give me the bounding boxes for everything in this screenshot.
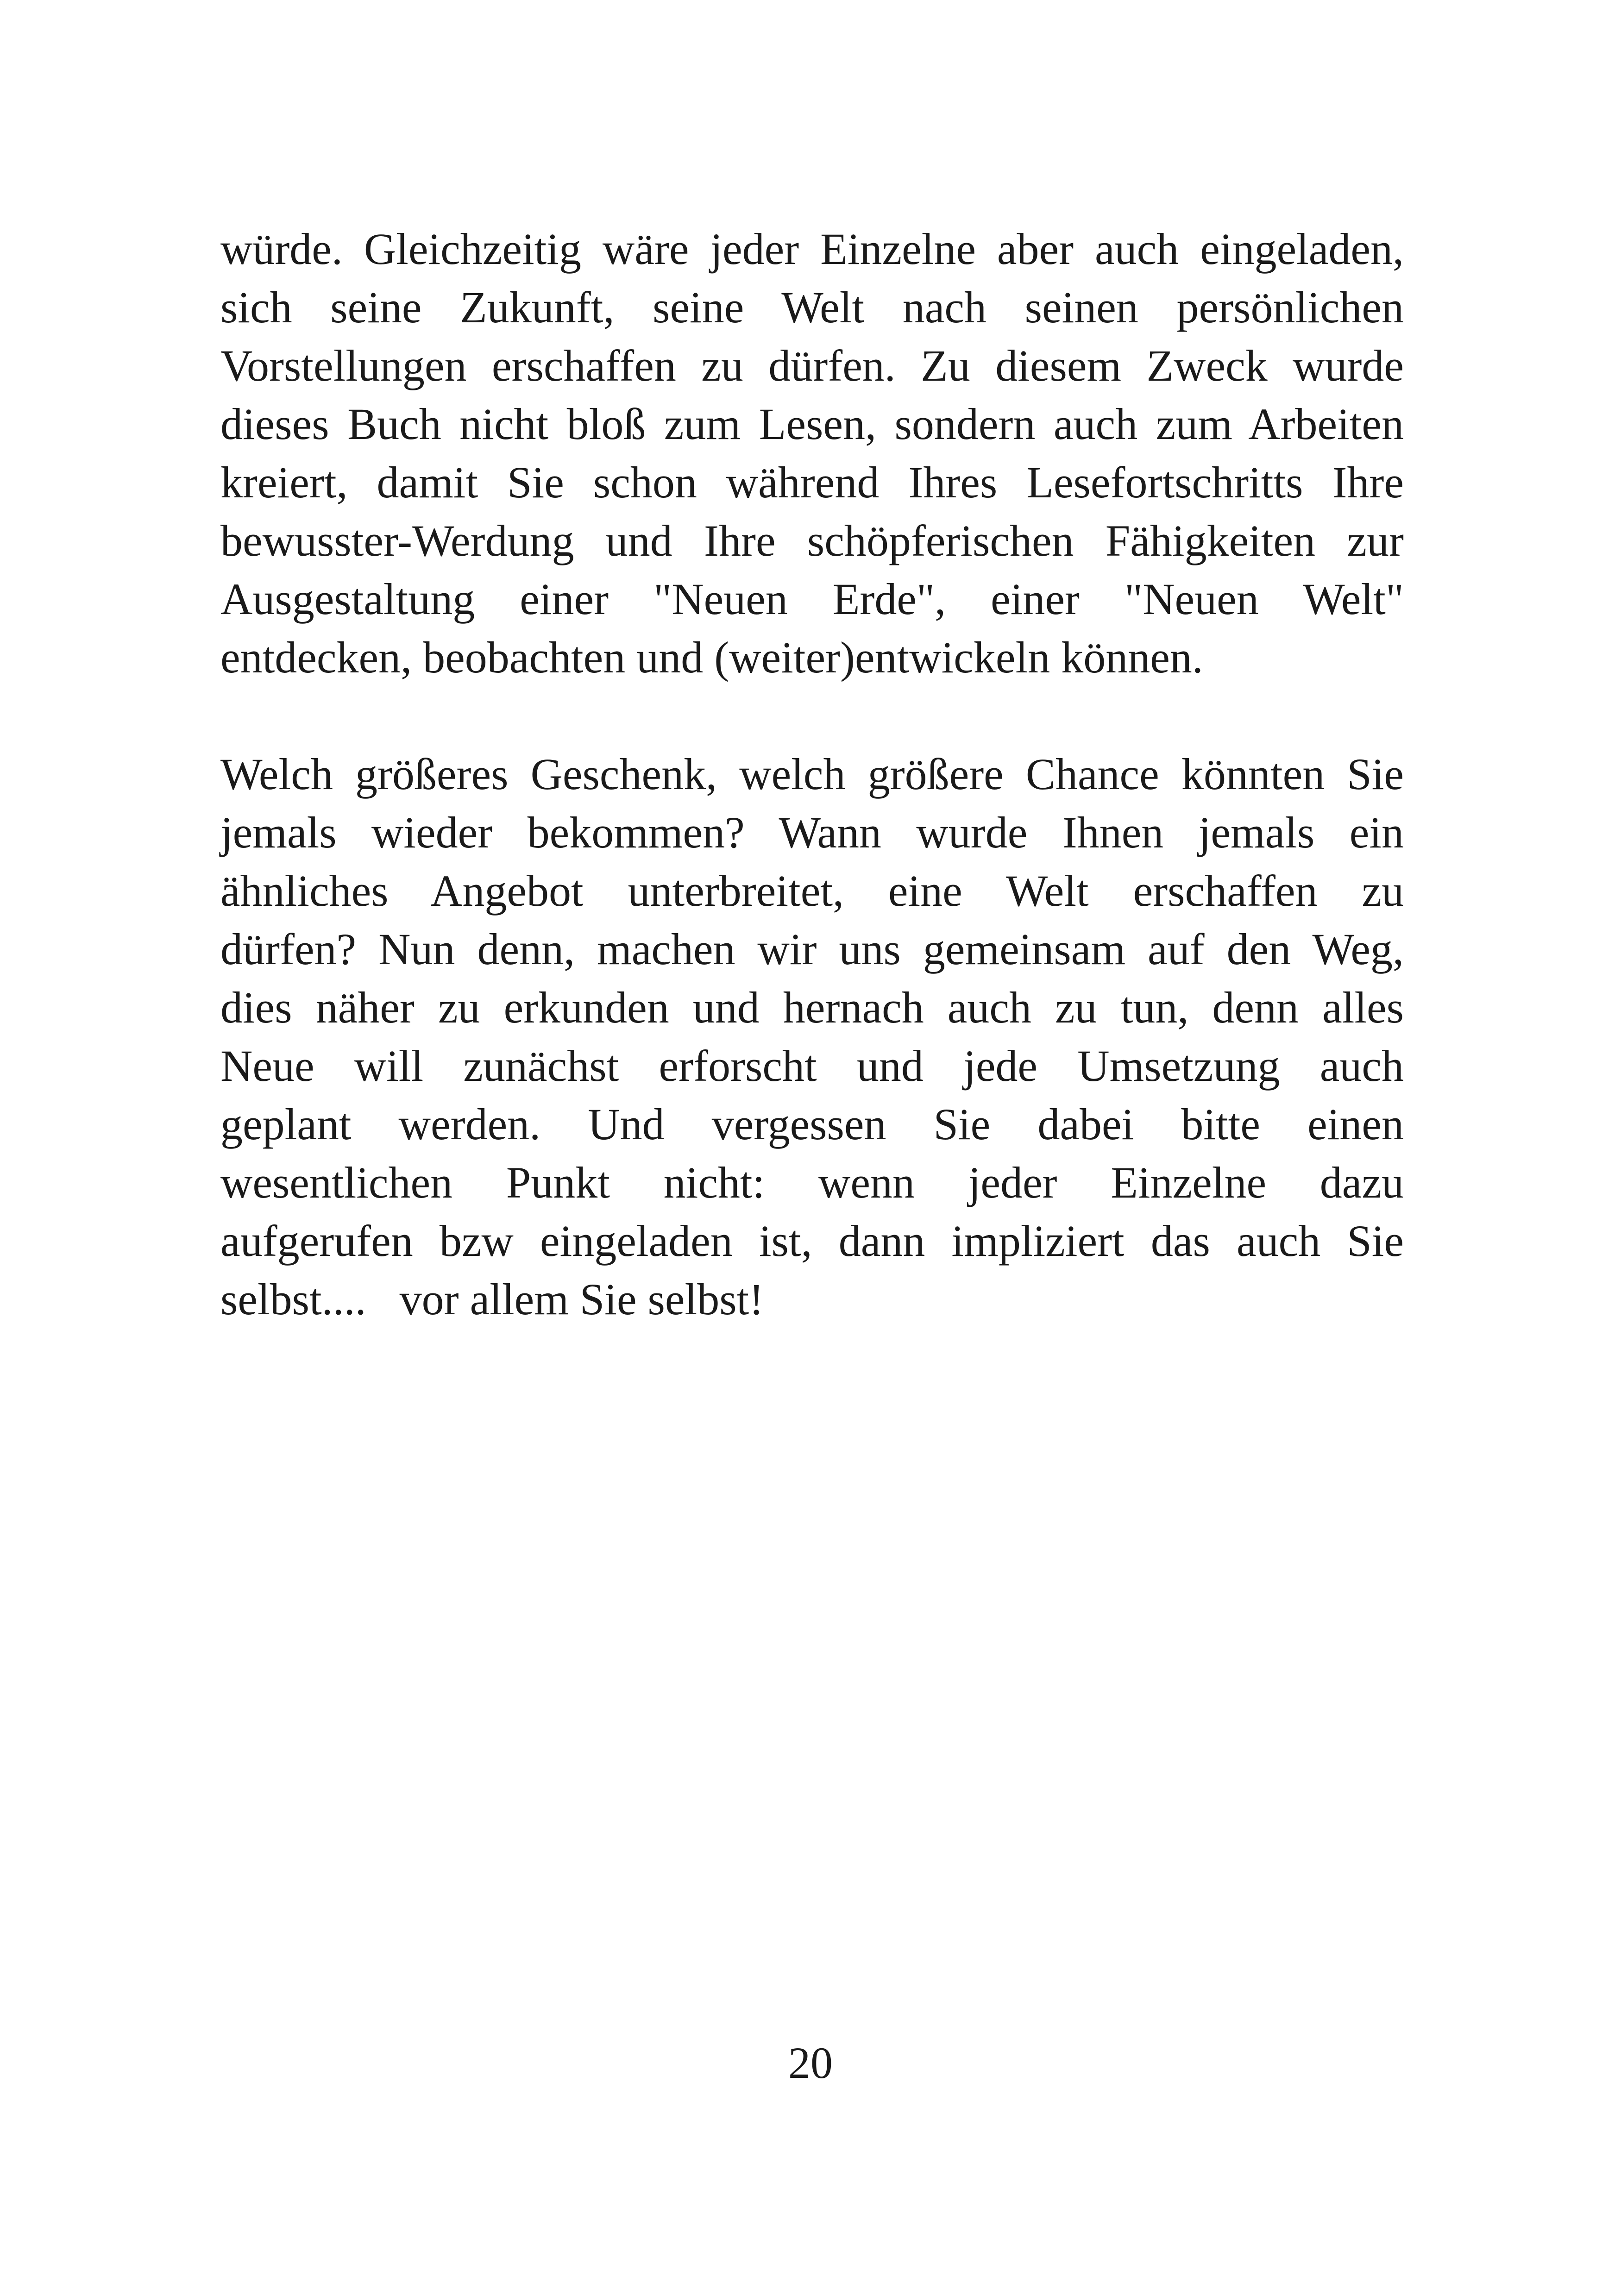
text-line: bewusster-Werdung und Ihre schöpferischen Fähigkeiten zur <box>220 516 1404 565</box>
text-line: dies näher zu erkunden und hernach auch zu tun, denn alles <box>220 983 1404 1032</box>
text-line: entdecken, beobachten und (weiter)entwickeln können. <box>220 633 1203 682</box>
text-line: ähnliches Angebot unterbreitet, eine Welt erschaffen zu <box>220 866 1404 916</box>
paragraph-1 <box>220 220 1404 687</box>
text-line: wesentlichen Punkt nicht: wenn jeder Einzelne dazu <box>220 1158 1404 1207</box>
text-line: aufgerufen bzw eingeladen ist, dann impliziert das auch Sie <box>220 1216 1404 1266</box>
text-line: sich seine Zukunft, seine Welt nach seinen persönlichen <box>220 282 1404 332</box>
text-line: kreiert, damit Sie schon während Ihres Lesefortschritts Ihre <box>220 458 1404 507</box>
text-line: Neue will zunächst erforscht und jede Umsetzung auch <box>220 1041 1404 1091</box>
text-line: dürfen? Nun denn, machen wir uns gemeinsam auf den Weg, <box>220 924 1404 974</box>
text-line: geplant werden. Und vergessen Sie dabei bitte einen <box>220 1099 1404 1149</box>
text-line: Vorstellungen erschaffen zu dürfen. Zu diesem Zweck wurde <box>220 341 1404 390</box>
text-line: jemals wieder bekommen? Wann wurde Ihnen jemals ein <box>220 808 1404 857</box>
text-line: selbst.... vor allem Sie selbst! <box>220 1274 764 1324</box>
text-line: würde. Gleichzeitig wäre jeder Einzelne aber auch eingeladen, <box>220 224 1404 274</box>
text-line: Welch größeres Geschenk, welch größere Chance könnten Sie <box>220 749 1404 799</box>
paragraph-2 <box>220 745 1404 1329</box>
page-number: 20 <box>788 2038 833 2088</box>
text-line: Ausgestaltung einer "Neuen Erde", einer "Neuen Welt" <box>220 574 1404 624</box>
body-text <box>220 220 1404 1329</box>
text-line: dieses Buch nicht bloß zum Lesen, sondern auch zum Arbeiten <box>220 399 1404 449</box>
